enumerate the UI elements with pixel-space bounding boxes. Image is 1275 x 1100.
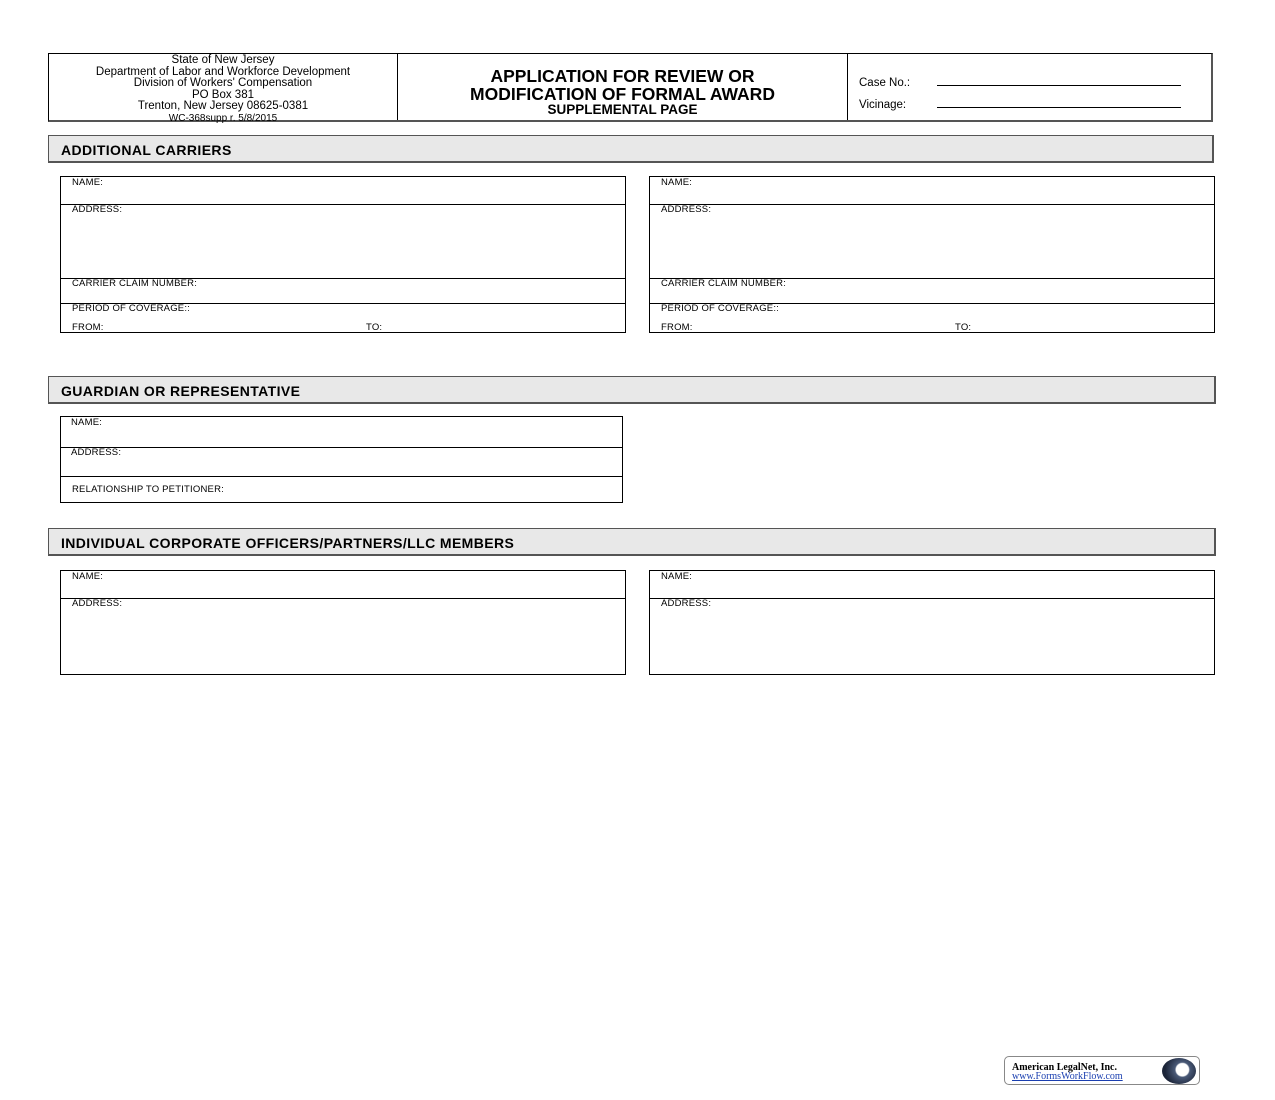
case-no-input[interactable] [937,75,1181,86]
title-line: MODIFICATION OF FORMAL AWARD [470,84,775,104]
relationship-field[interactable]: RELATIONSHIP TO PETITIONER: [72,484,224,495]
vicinage-input[interactable] [937,97,1181,108]
vicinage-label: Vicinage: [859,99,907,111]
from-field[interactable]: FROM: [72,322,104,333]
name-label: NAME: [72,177,104,188]
name-field[interactable] [61,571,625,599]
guardian-box [60,416,623,503]
logo-url-link[interactable]: www.FormsWorkFlow.com [1012,1071,1123,1082]
agency-line: PO Box 381 [191,88,254,101]
address-field[interactable]: ADDRESS: [72,598,123,609]
name-label: NAME: [661,571,693,582]
coverage-label: PERIOD OF COVERAGE:: [661,303,780,314]
case-no-label: Case No.: [859,77,911,89]
officer-box-2 [649,570,1215,675]
agency-block [49,54,398,124]
agency-line: State of New Jersey [171,54,275,66]
to-field[interactable]: TO: [955,322,972,333]
section-header-carriers: ADDITIONAL CARRIERS [48,135,1214,163]
carrier-box-1 [60,176,626,333]
name-label: NAME: [71,417,103,428]
claim-number-field[interactable] [61,278,625,304]
name-label: NAME: [661,177,693,188]
address-label: ADDRESS: [72,204,123,215]
address-field[interactable]: ADDRESS: [661,598,712,609]
agency-line: Division of Workers' Compensation [133,77,313,89]
from-field[interactable]: FROM: [661,322,693,333]
american-legalnet-logo[interactable] [1004,1056,1200,1085]
coverage-label: PERIOD OF COVERAGE:: [72,303,191,314]
address-field[interactable] [61,204,625,279]
address-field[interactable] [61,447,622,477]
form-header [48,53,1213,122]
form-id: WC-368supp r. 5/8/2015 [168,112,278,124]
claim-number-label: CARRIER CLAIM NUMBER: [72,278,198,289]
section-header-guardian: GUARDIAN OR REPRESENTATIVE [48,376,1216,404]
name-field[interactable] [650,571,1214,599]
name-field[interactable] [61,417,622,448]
subtitle: SUPPLEMENTAL PAGE [547,102,698,117]
logo-company: American LegalNet, Inc. [1012,1062,1117,1073]
claim-number-label: CARRIER CLAIM NUMBER: [661,278,787,289]
officer-box-1 [60,570,626,675]
name-label: NAME: [72,571,104,582]
to-field[interactable]: TO: [366,322,383,333]
carrier-box-2 [649,176,1215,333]
globe-icon [1162,1058,1196,1084]
case-no-field[interactable] [859,75,1181,89]
form-title [398,54,848,120]
claim-number-field[interactable] [650,278,1214,304]
agency-line: Trenton, New Jersey 08625-0381 [137,100,309,112]
address-label: ADDRESS: [71,447,122,458]
name-field[interactable] [61,177,625,205]
address-label: ADDRESS: [661,204,712,215]
title-line: APPLICATION FOR REVIEW OR [490,66,755,86]
agency-line: Department of Labor and Workforce Development [95,65,351,78]
section-header-officers: INDIVIDUAL CORPORATE OFFICERS/PARTNERS/LLC MEMBERS [48,528,1216,556]
name-field[interactable] [650,177,1214,205]
address-field[interactable] [650,204,1214,279]
vicinage-field[interactable] [859,97,1181,111]
